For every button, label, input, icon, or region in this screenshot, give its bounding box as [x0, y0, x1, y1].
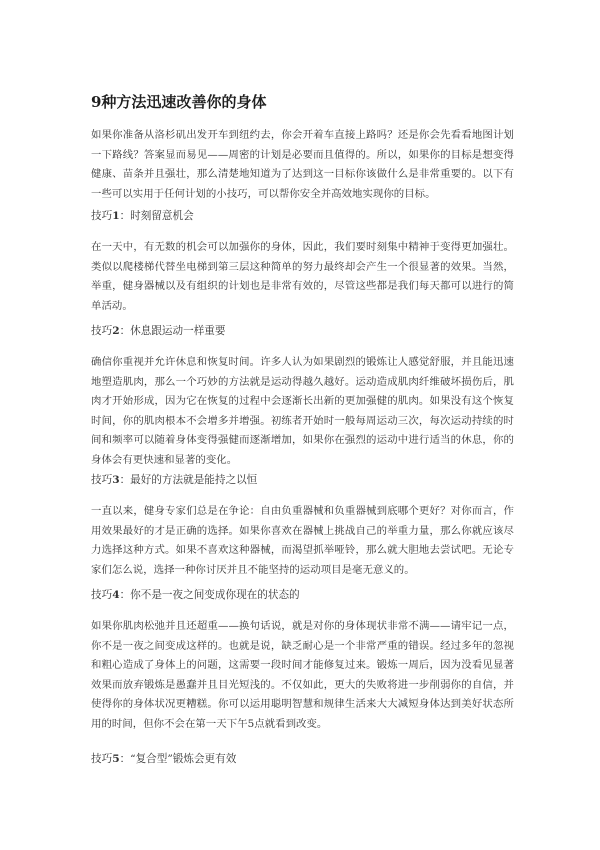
tip-2-prefix: 技巧 [91, 325, 113, 337]
tip-5-title: ：“复合型”锻炼会更有效 [119, 753, 237, 765]
tip-1-prefix: 技巧 [91, 210, 113, 222]
tip-1-heading [91, 208, 511, 224]
document-title: 9种方法迅速改善你的身体 [91, 93, 267, 111]
tip-4-body: 如果你肌肉松弛并且还超重——换句话说，就是对你的身体现状非常不满——请牢记一点，你不是一夜之间变成这样的。也就是说，缺乏耐心是一个非常严重的错误。经过多年的忽视和粗心造成了身体上的问题，这需要一段时间才能修复过来。锻炼一周后，因为没看见显著效果而放弃锻炼是愚蠢并且目光短浅的。不仅如此，更大的失败将进一步削弱你的自信，并使得你的身体状况更糟糕。你可以运用聪明智慧和规律生活来大大减短身体达到美好状态所用的时间，但你不会在第一天下午5点就看到改变。 [91, 620, 514, 730]
tip-2-title: ：休息跟运动一样重要 [119, 325, 226, 337]
tip-2-number: 2 [112, 325, 120, 337]
tip-3-body: 一直以来，健身专家们总是在争论：自由负重器械和负重器械到底哪个更好？对你而言，作用效果最好的才是正确的选择。如果你喜欢在器械上挑战自己的举重力量，那么你就应该尽力选择这种方式。如果不喜欢这种器械，而渴望抓举哑铃，那么就大胆地去尝试吧。无论专家们怎么说，选择一种你讨厌并且不能坚持的运动项目是毫无意义的。 [91, 505, 514, 576]
tip-3-prefix: 技巧 [91, 474, 113, 486]
tip-1-title: ：时刻留意机会 [119, 210, 194, 222]
tip-3-number: 3 [112, 474, 120, 486]
tip-5-prefix: 技巧 [91, 753, 113, 765]
tip-1-number: 1 [112, 210, 120, 222]
tip-2-heading [91, 323, 511, 339]
tip-5-number: 5 [112, 753, 120, 765]
tip-3-heading [91, 472, 511, 488]
tip-1-body: 在一天中，有无数的机会可以加强你的身体，因此，我们要时刻集中精神于变得更加强壮。类似以爬楼梯代替坐电梯到第三层这种简单的努力最终却会产生一个很显著的效果。当然，举重，健身器械以及有组织的计划也是非常有效的，尽管这些都是我们每天都可以进行的简单活动。 [91, 241, 514, 312]
tip-4-prefix: 技巧 [91, 589, 113, 601]
tip-4-heading [91, 587, 511, 603]
intro-paragraph: 如果你准备从洛杉矶出发开车到纽约去，你会开着车直接上路吗？还是你会先看看地图计划一下路线？答案显而易见——周密的计划是必要而且值得的。所以，如果你的目标是想变得健康、苗条并且强壮，那么清楚地知道为了达到这一目标你该做什么是非常重要的。以下有一些可以实用于任何计划的小技巧，可以帮你安全并高效地实现你的目标。 [91, 129, 514, 200]
tip-5-heading [91, 751, 511, 767]
tip-4-number: 4 [112, 589, 120, 601]
tip-2-body: 确信你重视并允许休息和恢复时间。许多人认为如果剧烈的锻炼让人感觉舒服，并且能迅速地塑造肌肉，那么一个巧妙的方法就是运动得越久越好。运动造成肌肉纤维破坏损伤后，肌肉才开始形成，因为它在恢复的过程中会逐渐长出新的更加强健的肌肉。如果没有这个恢复时间，你的肌肉根本不会增多并增强。初练者开始时一般每周运动三次，每次运动持续的时间和频率可以随着身体变得强健而逐渐增加，如果你在强烈的运动中进行适当的休息，你的身体会有更快速和显著的变化。 [91, 356, 514, 466]
tip-3-title: ：最好的方法就是能持之以恒 [119, 474, 258, 486]
tip-4-title: ：你不是一夜之间变成你现在的状态的 [119, 589, 300, 601]
